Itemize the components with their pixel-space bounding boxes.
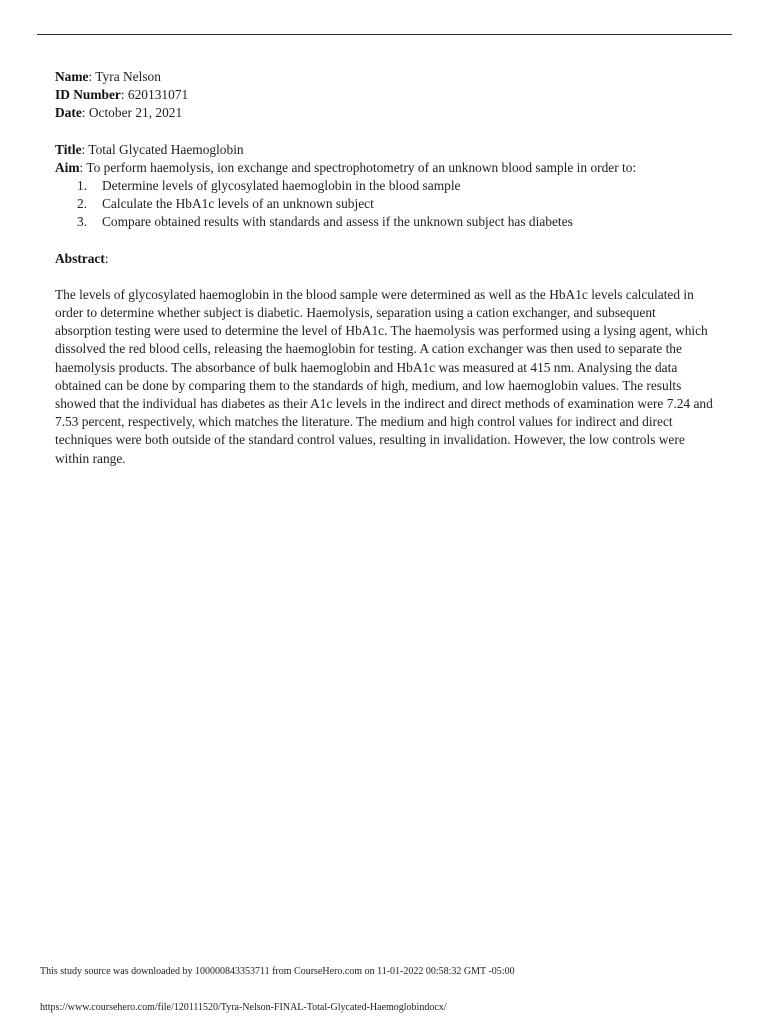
abstract-text: The levels of glycosylated haemoglobin in the blood sample were determined as well as the HbA1c levels calculated in order to determine whether subject is diabetic. Haemolysis, separation using a cation exchanger, and subsequent absorption testing were used to determine the level of HbA1c. The haemolysis was performed using a lysing agent, which dissolved the red blood cells, releasing the haemoglobin for testing. A cation exchanger was then used to separate the haemolysis products. The absorbance of bulk haemoglobin and HbA1c was measured at 415 nm. Analysing the data obtained can be done by comparing them to the standards of high, medium, and low haemoglobin values. The results showed that the individual has diabetes as their A1c levels in the indirect and direct methods of examination were 7.24 and 7.53 percent, respectively, which matches the literature. The medium and high control values for indirect and direct techniques were both outside of the standard control values, resulting in invalidation. However, the low controls were within range. xyxy=(55,286,713,466)
spacer xyxy=(55,268,715,286)
id-line xyxy=(55,86,715,104)
abstract-colon: : xyxy=(104,250,109,266)
title-line xyxy=(55,141,715,159)
aim-text: Determine levels of glycosylated haemoglobin in the blood sample xyxy=(102,178,461,194)
source-url[interactable]: https://www.coursehero.com/file/120111520/Tyra-Nelson-FINAL-Total-Glycated-Haemoglobindocx/ xyxy=(40,1002,447,1013)
name-line xyxy=(55,68,715,86)
document-body xyxy=(55,68,715,468)
aim-item xyxy=(55,195,715,213)
aim-item xyxy=(55,177,715,195)
aim-text: Compare obtained results with standards and assess if the unknown subject has diabetes xyxy=(102,214,573,230)
spacer xyxy=(55,232,715,250)
download-source-note: This study source was downloaded by 100000843353711 from CourseHero.com on 11-01-2022 00:58:32 GMT -05:00 xyxy=(40,966,515,977)
aim-text: Calculate the HbA1c levels of an unknown subject xyxy=(102,196,374,212)
title-label: Title xyxy=(55,141,82,157)
aim-value: : To perform haemolysis, ion exchange and spectrophotometry of an unknown blood sample in order to: xyxy=(79,159,637,175)
title-value: : Total Glycated Haemoglobin xyxy=(81,141,244,157)
aim-label: Aim xyxy=(55,159,80,175)
id-label: ID Number xyxy=(55,87,121,103)
aim-number: 2. xyxy=(77,196,88,212)
aim-line xyxy=(55,159,715,177)
date-label: Date xyxy=(55,105,82,121)
aim-item xyxy=(55,213,715,231)
aim-number: 3. xyxy=(77,214,88,230)
abstract-label: Abstract xyxy=(55,250,105,266)
abstract-heading xyxy=(55,250,715,268)
top-divider xyxy=(37,34,732,35)
name-value: : Tyra Nelson xyxy=(88,69,161,84)
name-label: Name xyxy=(55,69,89,84)
date-line xyxy=(55,104,715,122)
aim-number: 1. xyxy=(77,178,88,194)
aims-list xyxy=(55,177,715,232)
id-value: : 620131071 xyxy=(120,87,189,103)
date-value: : October 21, 2021 xyxy=(81,105,183,121)
spacer xyxy=(55,123,715,141)
